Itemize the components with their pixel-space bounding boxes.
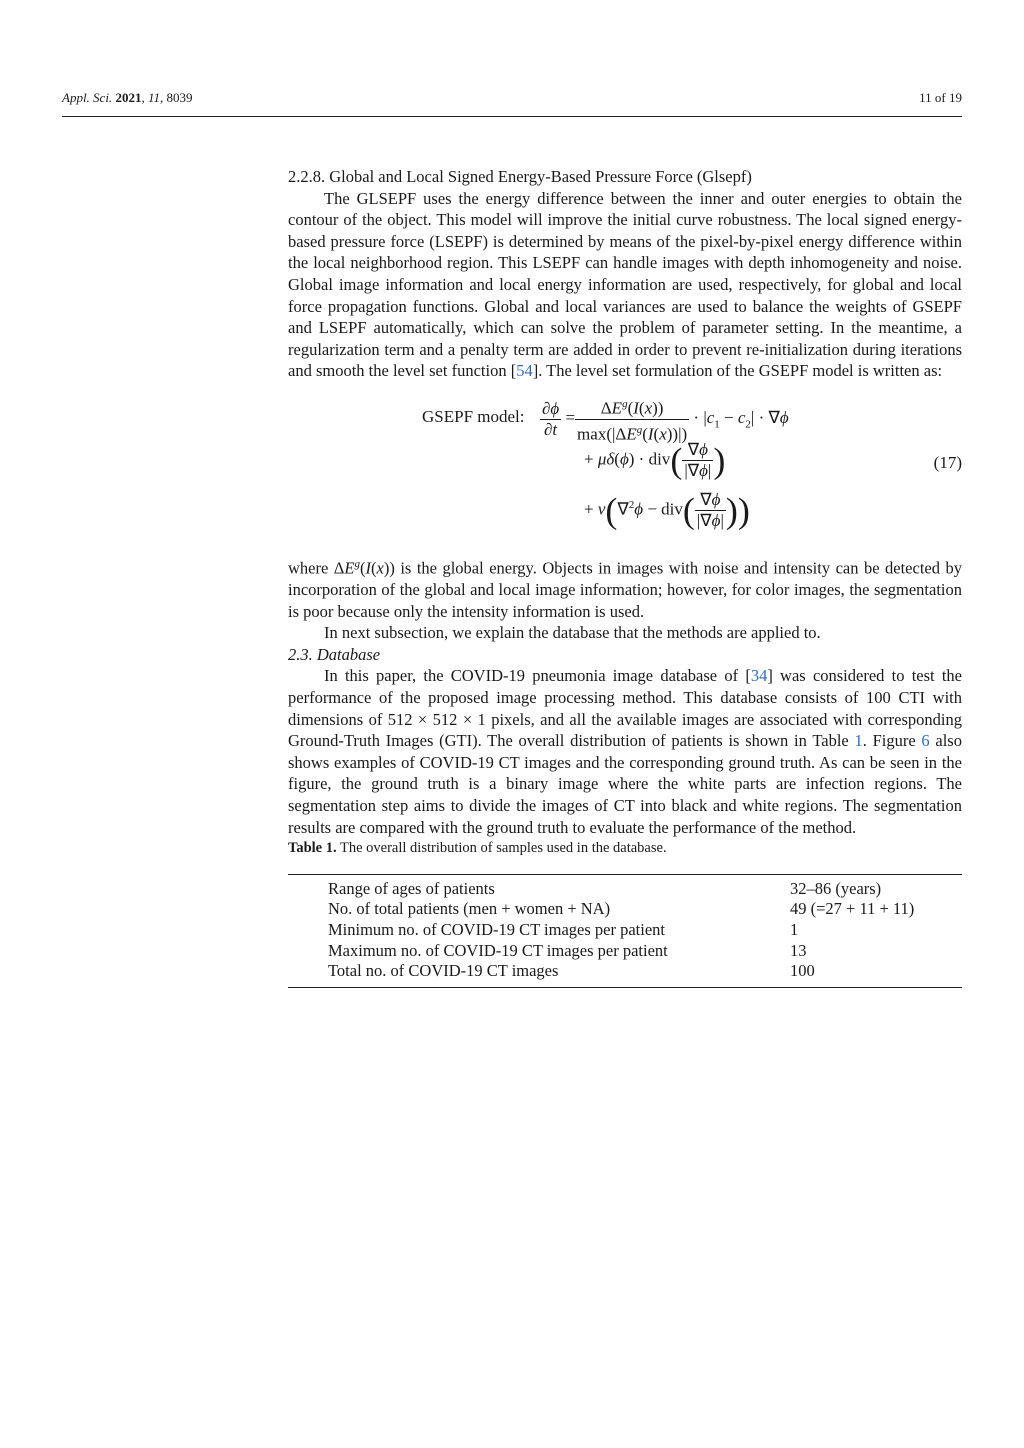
equation-line-1: $\frac{\partial\phi}{\partial t}$ = $\frac{\Delta E^g(I(x))}{\max(|\Delta E^g(I(x))|)}$ · $|c_1 - c_2| \cdot \nabla\phi$ — [540, 394, 789, 444]
journal-volume: 11 — [147, 90, 160, 105]
table-row — [288, 920, 962, 941]
table-cell-value: 49 (=27 + 11 + 11) — [790, 899, 915, 919]
table-cell-label: Total no. of COVID-19 CT images — [328, 961, 559, 981]
table-caption-label: Table 1. — [288, 840, 337, 857]
citation-link-34[interactable]: 34 — [750, 666, 768, 686]
para-text: . Figure — [862, 731, 922, 751]
journal-citation: Appl. Sci. 2021, 11, 8039 — [62, 90, 193, 105]
journal-year: 2021 — [115, 90, 142, 105]
section-title-database: 2.3. Database — [288, 644, 381, 664]
para-text: The GLSEPF uses the energy difference between the inner and outer energies to obtain the contour of the object. This model will improve the initial curve robustness. The local signed energy-based pressure force (LSEPF) is determined by means of the pixel-by-pixel energy difference within the local neighborhood region. This LSEPF can handle images with depth inhomogeneity and noise. Global image information and local energy information are used, respectively, for global and local force propagation functions. Global and local variances are used to balance the weights of GSEPF and LSEPF automatically, which can solve the problem of parameter setting. In the meantime, a regularization term and a penalty term are added in order to prevent re-initialization during iterations and smooth the level set function [ — [288, 188, 962, 381]
table-cell-label: Range of ages of patients — [328, 878, 495, 898]
para-text: where — [288, 558, 329, 578]
equation-number: (17) — [933, 452, 962, 472]
paragraph-next-subsection: In next subsection, we explain the database that the methods are applied to. — [324, 623, 821, 643]
table-cell-value: 1 — [790, 919, 799, 939]
table-cell-label: Minimum no. of COVID-19 CT images per patient — [328, 919, 665, 939]
paragraph-global-energy: where $\Delta E^g(I(x))$ is the global energy. Objects in images with noise and intensity can be detected by incorporation of the global and local image information; however, for color images, the segmentation is poor because only the intensity information is used. — [288, 557, 962, 621]
para-text: ] was considered to test the performance of the proposed image processing method. This database consists of 100 CTI with dimensions of 512 × 512 × 1 pixels, and all the available images are associated with corresponding Ground-Truth Images (GTI). The overall distribution of patients is shown in Table — [288, 666, 963, 751]
table-cell-value: 13 — [790, 940, 807, 960]
page-number: 11 of 19 — [919, 90, 962, 105]
equation-label: GSEPF model: — [422, 406, 525, 426]
figure-link-6[interactable]: 6 — [921, 731, 930, 751]
para-text: ]. The level set formulation of the GSEPF model is written as: — [532, 361, 943, 381]
para-text: also shows examples of COVID-19 CT images and the corresponding ground truth. As can be seen in the figure, the ground truth is a binary image where the white parts are infection regions. The segmentation step aims to divide the images of CT into black and white regions. The segmentation results are compared with the ground truth to evaluate the performance of the method. — [288, 731, 962, 837]
section-title-glsepf: 2.2.8. Global and Local Signed Energy-Based Pressure Force (Glsepf) — [288, 167, 752, 186]
page-header — [62, 90, 962, 117]
page-body — [288, 166, 962, 988]
journal-name: Appl. Sci. — [62, 90, 113, 105]
table-row — [288, 879, 962, 900]
table-row — [288, 941, 962, 962]
equation-line-2: + μδ(ϕ) · div( $\frac{\nabla\phi}{|\nabla\phi|}$ ) — [584, 439, 726, 481]
equation-line-3: + v(∇$^2$ϕ − div( $\frac{\nabla\phi}{|\nabla\phi|}$ )) — [584, 489, 750, 531]
paragraph-glsepf — [288, 188, 962, 382]
citation-link-54[interactable]: 54 — [516, 361, 533, 381]
table-cell-label: No. of total patients (men + women + NA) — [328, 899, 611, 919]
article-number: 8039 — [166, 90, 193, 105]
table-cell-label: Maximum no. of COVID-19 CT images per patient — [328, 940, 668, 960]
table-caption-text: The overall distribution of samples used in the database. — [340, 840, 667, 857]
table-1 — [288, 874, 962, 988]
table-link-1[interactable]: 1 — [854, 731, 863, 751]
paragraph-database — [288, 665, 962, 838]
para-text: In this paper, the COVID-19 pneumonia image database of [ — [324, 666, 751, 686]
table-row — [288, 961, 962, 982]
table-cell-value: 32–86 (years) — [790, 878, 882, 898]
para-text: is the global energy. Objects in images with noise and intensity can be detected by incorporation of the global and local image information; however, for color images, the segmentation is poor because only the intensity information is used. — [288, 558, 962, 621]
table-caption — [288, 838, 962, 860]
table-row — [288, 899, 962, 920]
table-cell-value: 100 — [790, 961, 815, 981]
equation-17 — [288, 394, 962, 544]
